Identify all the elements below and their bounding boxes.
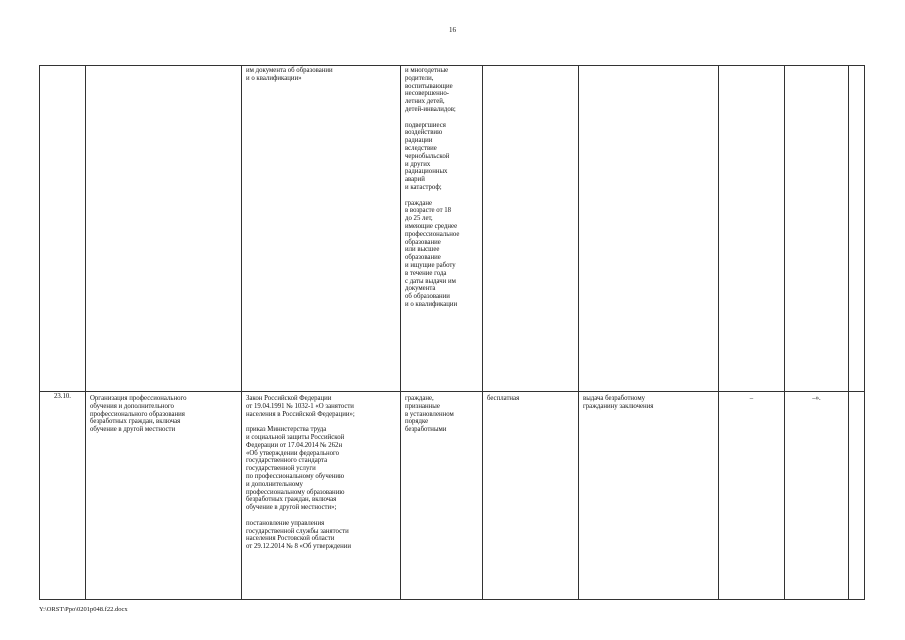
cell-legal-basis: Закон Российской Федерации от 19.04.1991 № 1032-1 «О занятости населения в Российской Федерации»; приказ Министерства труда и социальной защиты Российской Федерации от 17.04.2014 № 262н «Об утверждении федерального государственного стандарта государственной услуги по профессиональному обучению и дополнительному профессиональному образованию безработных граждан, включая обучение в другой местности»; постановление управления государственной службы занятости населения Ростовской области от 29.12.2014 № 8 «Об утверждении bbox=[242, 392, 401, 600]
cell-recipients: и многодетные родители, воспитывающие несовершенно- летних детей, детей-инвалидов; подвергшиеся воздействию радиации вследствие чернобыльской и других радиационных аварий и катастроф; граждане в возрасте от 18 до 25 лет, имеющие среднее профессиональное образование или высшее образование и ищущие работу в течение года с даты выдачи им документа об образовании и о квалификации bbox=[401, 66, 483, 392]
cell-col8: – bbox=[719, 392, 785, 600]
cell-number: 23.10. bbox=[40, 392, 86, 600]
cell-result bbox=[579, 66, 719, 392]
cell-col10 bbox=[849, 392, 865, 600]
cell-payment bbox=[483, 66, 579, 392]
cell-col8 bbox=[719, 66, 785, 392]
cell-service-name: Организация профессионального обучения и дополнительного профессионального образования безработных граждан, включая обучение в другой местности bbox=[86, 392, 242, 600]
table-row-23-10 bbox=[40, 392, 865, 600]
cell-col9: –». bbox=[785, 392, 849, 600]
page-number: 16 bbox=[449, 26, 456, 34]
footer-file-path: Y:\ORST\Ppo\0201p048.f22.docx bbox=[39, 606, 128, 613]
services-table bbox=[39, 65, 865, 600]
cell-col9 bbox=[785, 66, 849, 392]
table-row-continuation bbox=[40, 66, 865, 392]
cell-service-name bbox=[86, 66, 242, 392]
cell-result: выдача безработному гражданину заключения bbox=[579, 392, 719, 600]
cell-number bbox=[40, 66, 86, 392]
cell-recipients: граждане, признанные в установленном порядке безработными bbox=[401, 392, 483, 600]
cell-col10 bbox=[849, 66, 865, 392]
cell-payment: бесплатная bbox=[483, 392, 579, 600]
cell-legal-basis: им документа об образовании и о квалификации» bbox=[242, 66, 401, 392]
